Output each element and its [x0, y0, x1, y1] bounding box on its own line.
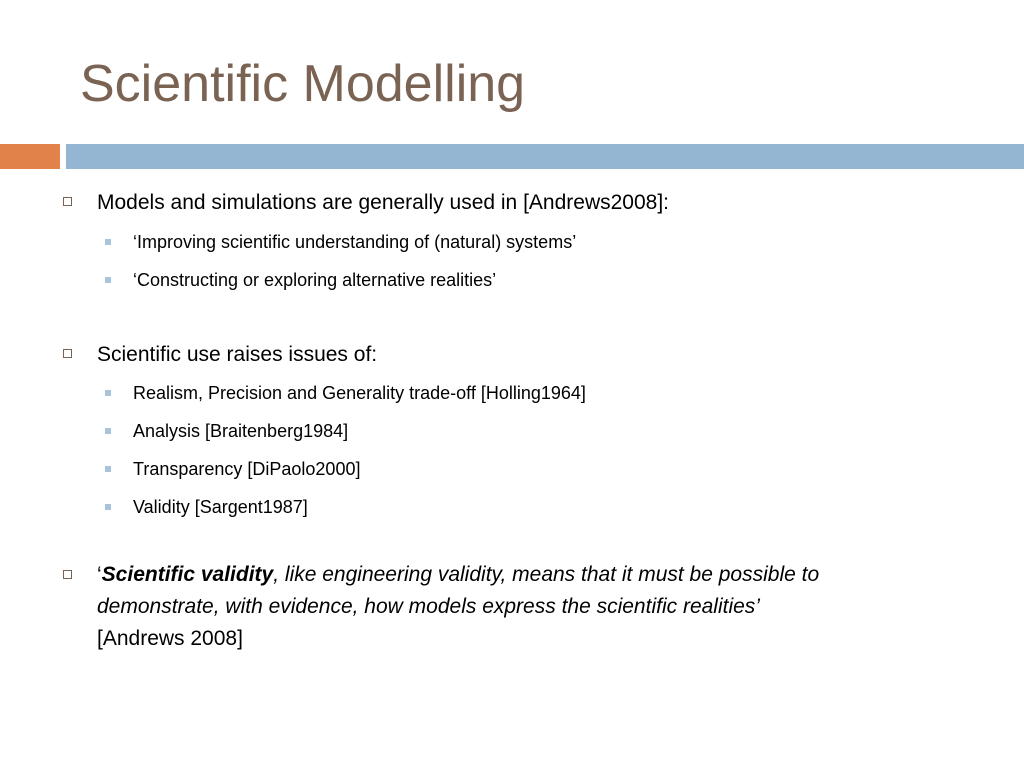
sub-bullet-item [133, 228, 576, 256]
quote-line-2: demonstrate, with evidence, how models express the scientific realities’ [97, 595, 760, 618]
sub-bullet-item [133, 455, 360, 483]
quote-open-mark: ‘ [97, 563, 102, 586]
quote-bullet [97, 559, 977, 655]
quote-citation: [Andrews 2008] [97, 627, 243, 650]
sub-bullet-item [133, 266, 496, 294]
sub-bullet-text: ‘Improving scientific understanding of (natural) systems’ [133, 232, 577, 252]
quote-emphasis: Scientific validity [101, 563, 274, 586]
sub-bullet-text: Realism, Precision and Generality trade-off [Holling1964] [133, 383, 586, 403]
bullet-item [97, 339, 377, 371]
small-square-bullet-icon [105, 428, 111, 434]
sub-bullet-text: ‘Constructing or exploring alternative realities’ [133, 270, 497, 290]
quote-line-1 [97, 559, 977, 591]
sub-bullet-text: Validity [Sargent1987] [133, 497, 308, 517]
small-square-bullet-icon [105, 277, 111, 283]
sub-bullet-item [133, 417, 348, 445]
sub-bullet-text: Analysis [Braitenberg1984] [133, 421, 349, 441]
accent-bar-blue [66, 144, 1024, 169]
slide-title: Scientific Modelling [80, 55, 526, 113]
square-bullet-icon [63, 197, 72, 206]
small-square-bullet-icon [105, 390, 111, 396]
small-square-bullet-icon [105, 466, 111, 472]
sub-bullet-item [133, 379, 586, 407]
sub-bullet-text: Transparency [DiPaolo2000] [133, 459, 361, 479]
small-square-bullet-icon [105, 239, 111, 245]
square-bullet-icon [63, 349, 72, 358]
accent-bar-orange [0, 144, 60, 169]
square-bullet-icon [63, 570, 72, 579]
bullet-item [97, 187, 669, 219]
quote-text-1: , like engineering validity, means that it must be possible to [273, 563, 820, 586]
sub-bullet-item [133, 493, 308, 521]
bullet-text: Scientific use raises issues of: [97, 343, 378, 366]
bullet-text: Models and simulations are generally used in [Andrews2008]: [97, 191, 669, 214]
small-square-bullet-icon [105, 504, 111, 510]
